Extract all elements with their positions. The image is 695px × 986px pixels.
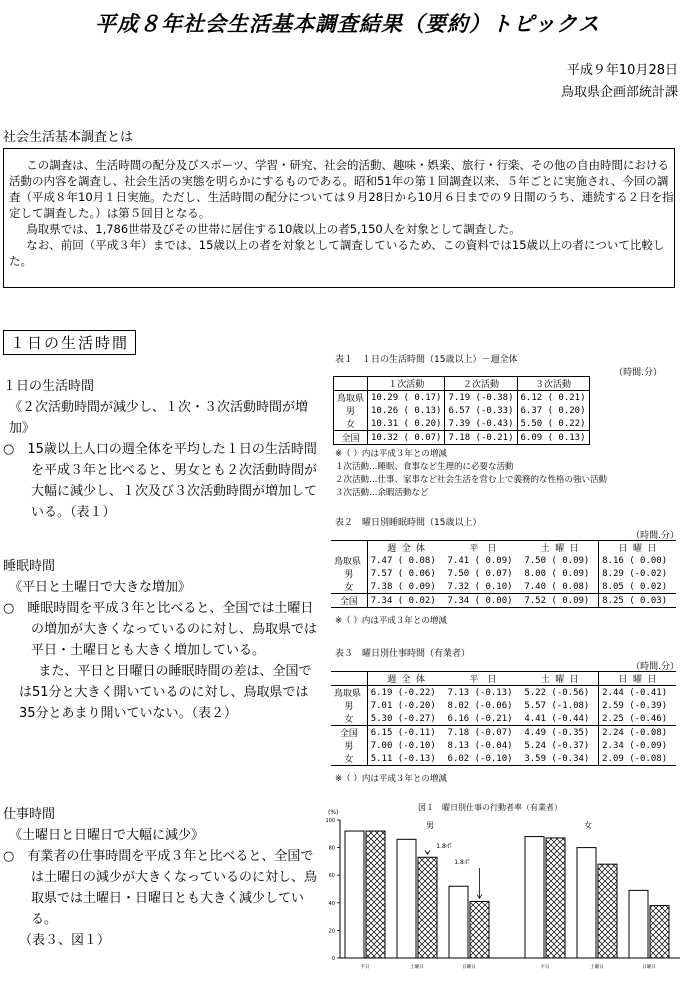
subsection-title: 仕事時間 (3, 807, 56, 822)
cell: 8.13 (-0.04) (447, 740, 513, 751)
table-row (331, 686, 676, 700)
table-row (331, 580, 676, 594)
cell: 7.34 ( 0.00) (447, 595, 513, 606)
figure1-y-tick-label: 60 (328, 873, 335, 880)
cell: 6.57 (-0.33) (445, 404, 517, 417)
figure1-bar (366, 831, 385, 958)
table1-note: ２次活動…仕事、家事など社会生活を営む上で義務的な性格の強い活動 (335, 475, 608, 485)
cell: 7.39 (-0.43) (445, 417, 517, 431)
subsection-lead: 《２次活動時間が減少し、１次・３次活動時間が増加》 (9, 400, 309, 436)
figure1-bar (546, 838, 565, 958)
table-row (334, 391, 590, 405)
figure1-y-tick-label: 80 (328, 845, 335, 852)
cell: 8.16 ( 0.00) (599, 554, 676, 567)
cell: 7.38 ( 0.09) (367, 580, 444, 594)
cell: 4.49 (-0.35) (524, 727, 590, 738)
table-row (334, 417, 590, 431)
cell: 7.18 (-0.21) (445, 431, 517, 445)
cell: 5.22 (-0.56) (524, 687, 590, 698)
table-row (331, 594, 676, 608)
cell: 5.11 (-0.13) (367, 752, 444, 766)
figure1-bar (449, 886, 468, 958)
cell: 7.34 ( 0.02) (367, 594, 444, 608)
figure1-x-tick-label: 日曜日 (642, 965, 656, 970)
about-box (3, 148, 675, 288)
cell: 7.01 (-0.20) (367, 699, 444, 712)
cell: 10.31 ( 0.20) (368, 417, 445, 431)
figure1-chart (320, 800, 690, 980)
table-row (334, 431, 590, 445)
table-row (331, 726, 676, 740)
table3-header: 平 日 (469, 675, 497, 685)
table1-note: ３次活動…余暇活動など (335, 488, 429, 498)
table2-header: 土 曜 日 (540, 544, 579, 554)
table1-unit: （時間.分） (614, 368, 662, 378)
table2-header: 週 全 体 (367, 541, 444, 555)
cell: 2.25 (-0.46) (599, 712, 676, 726)
table3-header: 週 全 体 (367, 672, 444, 686)
table2-unit: （時間.分） (631, 531, 679, 541)
issue-info (561, 60, 678, 104)
cell: 7.40 ( 0.08) (524, 581, 590, 592)
subsection-lead: 《平日と土曜日で大きな増加》 (9, 580, 192, 595)
figure1-bar (629, 890, 648, 958)
figure1-bar (345, 831, 364, 958)
row-label: 女 (344, 583, 354, 593)
table2-caption: 表２ 曜日別睡眠時間（15歳以上） (335, 518, 482, 528)
subsection-work (3, 804, 323, 951)
cell: 5.24 (-0.37) (524, 740, 590, 751)
row-label: 鳥取県 (337, 394, 365, 404)
subsection-ref: （表３、図１） (19, 933, 111, 948)
cell: 4.41 (-0.44) (524, 713, 590, 724)
figure1-x-tick-label: 土曜日 (410, 965, 424, 970)
row-label: 男 (344, 570, 354, 580)
subsection-daily-time (3, 376, 323, 523)
row-label: 男 (344, 702, 354, 712)
cell: 7.18 (-0.07) (447, 727, 513, 738)
figure1-bar (598, 864, 617, 958)
document-title: 平成８年社会生活基本調査結果（要約）トピックス (95, 12, 600, 36)
subsection-lead: 《土曜日と日曜日で大幅に減少》 (9, 828, 205, 843)
figure1-y-tick-label: 100 (325, 818, 335, 824)
cell: 10.32 ( 0.07) (368, 431, 445, 445)
row-label: 男 (344, 742, 354, 752)
cell: 7.52 ( 0.09) (524, 595, 590, 606)
cell: 7.57 ( 0.06) (367, 567, 444, 580)
table1-header: １次活動 (368, 377, 445, 391)
about-paragraph-3: なお、前回（平成３年）までは、15歳以上の者を対象として調査しているため、この資料では15歳以上の者について比較した。 (9, 238, 665, 268)
cell: 7.19 (-0.38) (445, 391, 517, 405)
about-paragraph-2: 鳥取県では、1,786世帯及びその世帯に居住する10歳以上の者5,150人を対象として調査した。 (26, 222, 521, 236)
table3-header (331, 672, 367, 686)
table-row (331, 554, 676, 567)
cell: 5.57 (-1.08) (524, 700, 590, 711)
subsection-body: ○ 睡眠時間を平成３年と比べると、全国では土曜日の増加が大きくなっているのに対し、鳥取県では平日・土曜日とも大きく増加している。 (3, 601, 318, 658)
figure1-arrow-label: 1.8ポ (436, 843, 452, 850)
cell: 2.59 (-0.39) (599, 699, 676, 712)
figure1-y-unit: (%) (328, 809, 339, 816)
cell: 6.16 (-0.21) (447, 713, 513, 724)
figure1-bar (650, 906, 669, 958)
cell: 6.09 ( 0.13) (517, 431, 589, 445)
cell: 7.47 ( 0.08) (367, 554, 444, 567)
cell: 2.44 (-0.41) (599, 686, 676, 700)
table1-notes (335, 448, 607, 500)
cell: 8.00 ( 0.09) (524, 568, 590, 579)
table2-header: 日 曜 日 (599, 541, 676, 555)
cell: 2.34 (-0.09) (599, 739, 676, 752)
cell: 7.00 (-0.10) (367, 739, 444, 752)
table1-note: １次活動…睡眠、食事など生理的に必要な活動 (335, 462, 514, 472)
table1-header: ３次活動 (517, 377, 589, 391)
cell: 10.26 ( 0.13) (368, 404, 445, 417)
cell: 2.24 (-0.08) (599, 726, 676, 740)
row-label: 全国 (339, 597, 358, 607)
cell: 10.29 ( 0.17) (368, 391, 445, 405)
subsection-body: ○ 有業者の仕事時間を平成３年と比べると、全国では土曜日の減少が大きくなっているのに対し、鳥取県では土曜日・日曜日とも大きく減少している。 (3, 849, 318, 927)
figure1-x-tick-label: 日曜日 (462, 965, 476, 970)
figure1-bar (397, 839, 416, 958)
cell: 2.09 (-0.08) (599, 752, 676, 766)
figure1-y-tick-label: 20 (328, 928, 335, 935)
figure1-x-tick-label: 土曜日 (590, 965, 604, 970)
cell: 8.25 ( 0.03) (599, 594, 676, 608)
figure1-y-tick-label: 0 (331, 956, 335, 962)
about-heading: 社会生活基本調査とは (3, 130, 134, 145)
figure1-bar (525, 837, 544, 958)
table1-header (334, 377, 368, 391)
cell: 8.29 (-0.02) (599, 567, 676, 580)
figure1-y-tick-label: 40 (328, 900, 335, 907)
figure1-arrow-label: 1.8ポ (454, 859, 470, 866)
cell: 3.59 (-0.34) (524, 753, 590, 764)
table1-caption: 表１ １日の生活時間（15歳以上）－週全体 (335, 355, 518, 365)
subsection-body: ○ 15歳以上人口の週全体を平均した１日の生活時間を平成３年と比べると、男女とも２次活動時間が大幅に減少し、１次及び３次活動時間が増加している。（表１） (3, 442, 318, 520)
table-row (331, 712, 676, 726)
cell: 6.19 (-0.22) (367, 686, 444, 700)
section-heading: １日の生活時間 (3, 330, 136, 355)
figure1-panel-label-female: 女 (584, 821, 592, 830)
issuing-department: 鳥取県企画部統計課 (560, 85, 678, 100)
table-row (331, 739, 676, 752)
table3-caption: 表３ 曜日別仕事時間（有業者） (335, 649, 471, 659)
row-label: 全国 (339, 729, 358, 739)
subsection-sleep (3, 556, 323, 724)
figure1-bar (577, 848, 596, 958)
row-label: 男 (346, 407, 356, 417)
row-label: 女 (346, 420, 356, 430)
row-label: 鳥取県 (334, 557, 362, 567)
figure1-panel-label-male: 男 (426, 821, 434, 830)
cell: 5.30 (-0.27) (367, 712, 444, 726)
figure1-bar (418, 857, 437, 958)
cell: 7.50 ( 0.07) (447, 568, 513, 579)
subsection-title: 睡眠時間 (3, 559, 56, 574)
cell: 5.50 ( 0.22) (517, 417, 589, 431)
table-row (331, 752, 676, 766)
row-label: 女 (344, 715, 354, 725)
figure1-x-tick-label: 平日 (360, 965, 370, 970)
table1 (333, 376, 590, 445)
figure1-title: 図１ 曜日別仕事の行動者率（有業者） (418, 803, 562, 812)
table-row (331, 567, 676, 580)
table3-note: ※（ ）内は平成３年との増減 (335, 774, 447, 784)
cell: 7.41 ( 0.09) (447, 555, 513, 566)
issue-date: 平成９年10月28日 (566, 63, 678, 78)
table1-header: ２次活動 (445, 377, 517, 391)
cell: 6.02 (-0.10) (447, 753, 513, 764)
table1-note: ※（ ）内は平成３年との増減 (335, 449, 447, 459)
cell: 6.37 ( 0.20) (517, 404, 589, 417)
table-row (334, 404, 590, 417)
cell: 8.05 ( 0.02) (599, 580, 676, 594)
row-label: 鳥取県 (334, 689, 362, 699)
table3-header: 日 曜 日 (599, 672, 676, 686)
subsection-body-2: また、平日と日曜日の睡眠時間の差は、全国では51分と大きく開いているのに対し、鳥取県では35分とあまり開いていない。（表２） (19, 664, 312, 721)
table3-header: 土 曜 日 (540, 675, 579, 685)
figure1-bar (470, 901, 489, 958)
table3-unit: （時間.分） (631, 662, 679, 672)
table-row (331, 699, 676, 712)
cell: 8.02 (-0.06) (447, 700, 513, 711)
table2-note: ※（ ）内は平成３年との増減 (335, 616, 447, 626)
table2-header: 平 日 (469, 544, 497, 554)
cell: 7.13 (-0.13) (447, 687, 513, 698)
figure1-x-tick-label: 平日 (540, 965, 550, 970)
cell: 7.32 ( 0.10) (447, 581, 513, 592)
cell: 7.50 ( 0.09) (524, 555, 590, 566)
row-label: 女 (344, 755, 354, 765)
table2 (331, 540, 676, 608)
table3 (331, 671, 676, 766)
table2-header (331, 541, 367, 555)
cell: 6.15 (-0.11) (367, 726, 444, 740)
figure1-bars (345, 831, 669, 958)
subsection-title: １日の生活時間 (3, 379, 95, 394)
row-label: 全国 (341, 434, 360, 444)
cell: 6.12 ( 0.21) (517, 391, 589, 405)
about-paragraph-1: この調査は、生活時間の配分及びスポーツ、学習・研究、社会的活動、趣味・娯楽、旅行・行楽、その他の自由時間における活動の内容を調査し、社会生活の実態を明らかにするものである。昭和51年の第１回調査以来、５年ごとに実施され、今回の調査（平成８年10月１日実施。ただし、生活時間の配分については９月28日から10月６日までの９日間のうち、連続する２日を指定して調査した。）は第５回目となる。 (9, 158, 674, 220)
